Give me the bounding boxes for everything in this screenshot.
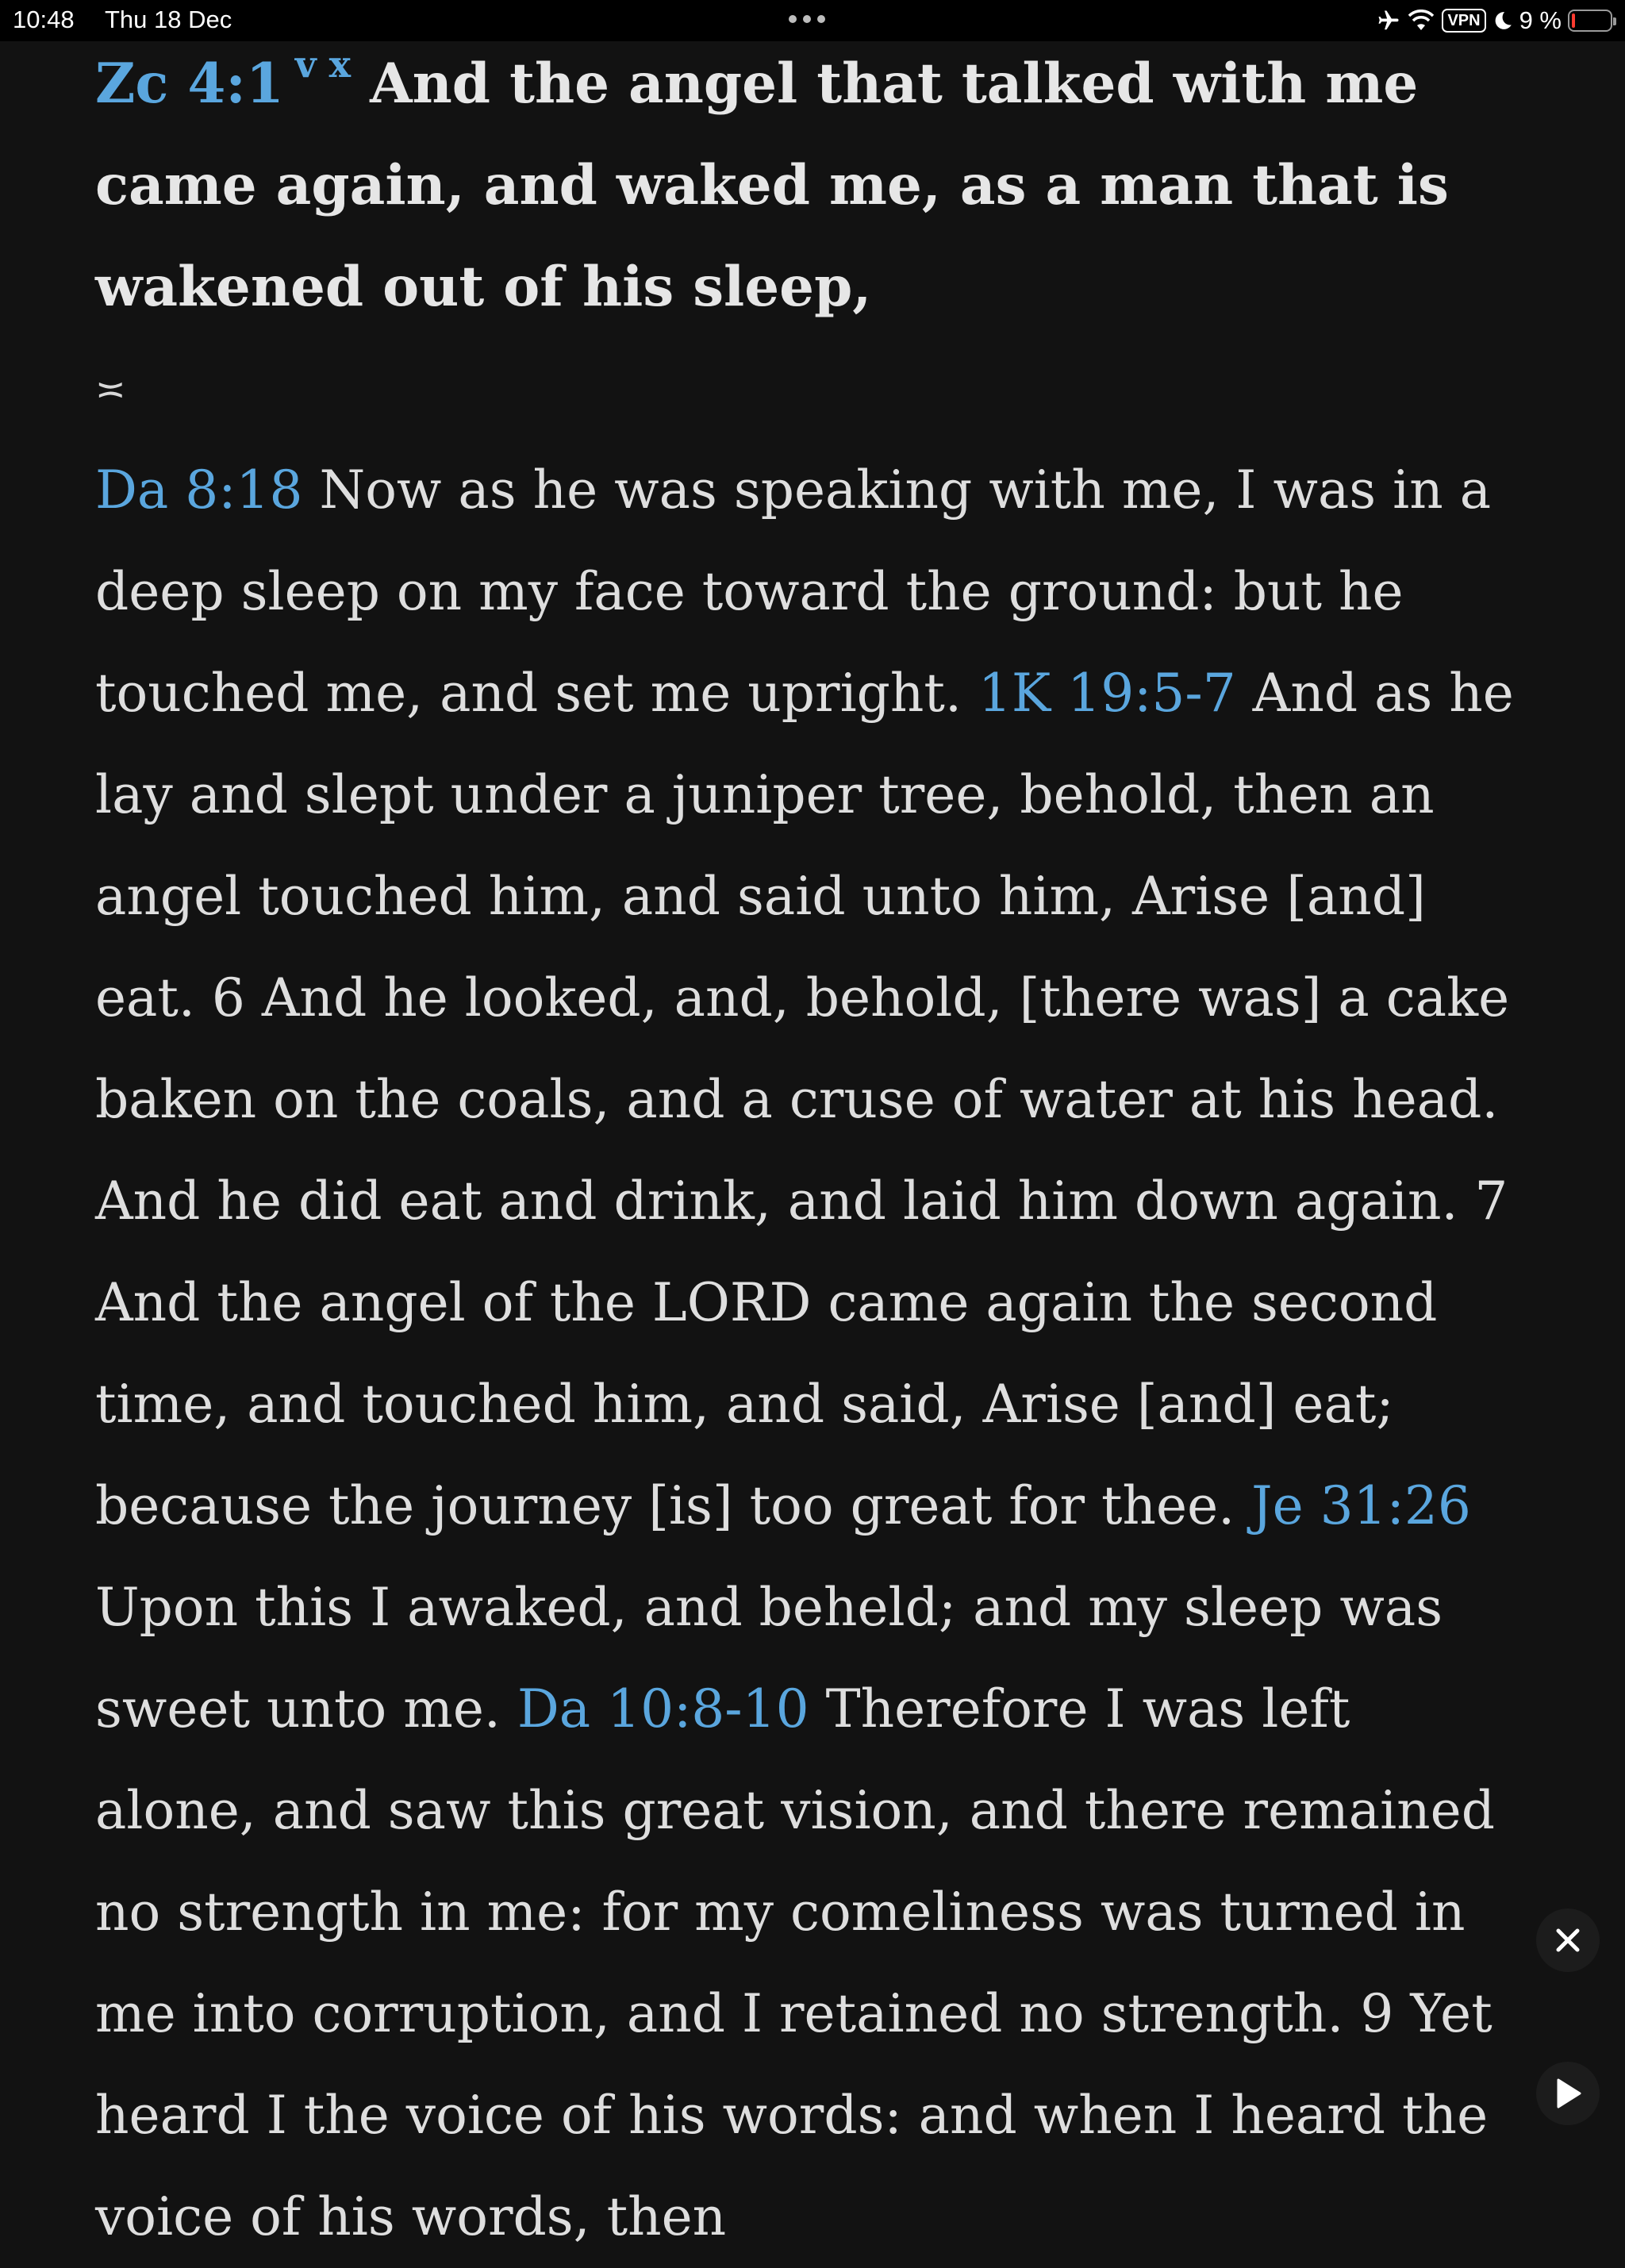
multitasking-dots-icon[interactable] — [789, 15, 825, 23]
battery-percent: 9 % — [1519, 6, 1562, 34]
cross-ref-text: Therefore I was left alone, and saw this great vision, and there remained no strength in me: for my comeliness was turned in me into corruption, and I retained no strength. 9 Yet heard I the voice of his words: and when I heard the voice of his words, then — [95, 1678, 1495, 2247]
verse-text: And the angel that talked with me came again, and waked me, as a man that is wakened out of his sleep, — [95, 52, 1449, 319]
cross-ref-text: And as he lay and slept under a juniper tree, behold, then an angel touched him, and said unto him, Arise [and] eat. 6 And he looked, and, behold, [there was] a cake baken on the coals, and a cruse of water at his head. And he did eat and drink, and laid him down again. 7 And the angel of the LORD came again the second time, and touched him, and said, Arise [and] eat; because the journey [is] too great for thee. — [95, 663, 1514, 1536]
close-button[interactable] — [1536, 1909, 1600, 1972]
cross-ref-link[interactable]: 1K 19:5-7 — [978, 663, 1236, 724]
verse-marks[interactable]: v x — [294, 43, 352, 86]
battery-level — [1572, 13, 1575, 28]
vpn-badge: VPN — [1442, 9, 1485, 33]
play-button[interactable] — [1536, 2062, 1600, 2125]
play-icon — [1554, 2078, 1582, 2109]
airplane-icon — [1377, 9, 1400, 33]
cross-ref-link[interactable]: Da 8:18 — [95, 459, 303, 521]
battery-icon — [1568, 10, 1612, 32]
moon-icon — [1492, 10, 1513, 32]
status-date: Thu 18 Dec — [105, 6, 232, 33]
verse-reference[interactable]: Zc 4:1 — [95, 52, 284, 116]
status-time: 10:48 — [13, 6, 75, 33]
cross-references — [95, 440, 1523, 2268]
cross-ref-link[interactable]: Je 31:26 — [1251, 1475, 1471, 1536]
close-icon — [1554, 1926, 1582, 1955]
divider-icon: ≍ — [95, 367, 126, 410]
cross-ref-link[interactable]: Da 10:8-10 — [517, 1678, 809, 1739]
reading-pane — [95, 41, 1523, 2268]
status-icons — [1377, 5, 1612, 37]
cross-ref-text: Upon this I awaked, and beheld; and my sleep was sweet unto me. — [95, 1577, 1443, 1739]
verse-heading — [95, 33, 1523, 338]
cross-ref-text: Now as he was speaking with me, I was in a deep sleep on my face toward the ground: but he touched me, and set me upright. — [95, 459, 1492, 724]
wifi-icon — [1407, 10, 1435, 32]
